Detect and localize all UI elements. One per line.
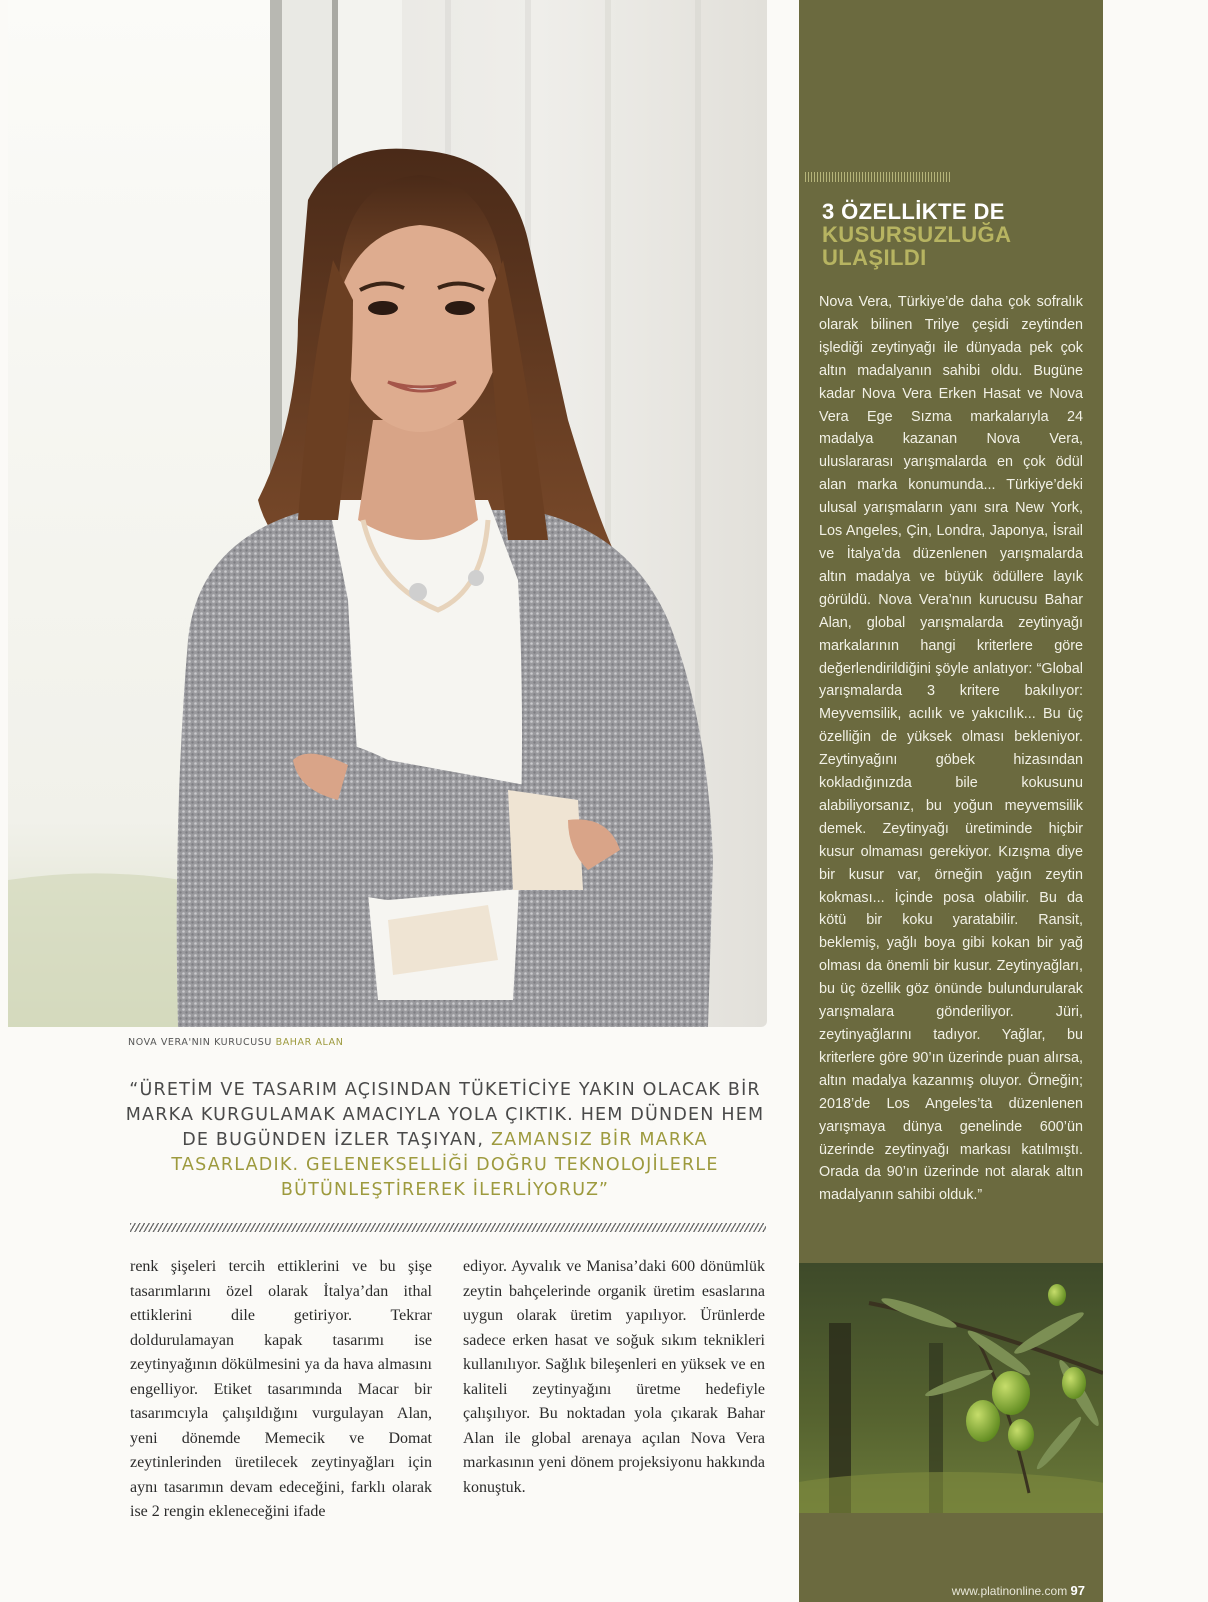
pull-quote xyxy=(120,1078,770,1203)
pull-quote-part2: ZAMANSIZ BİR MARKA TASARLADIK. GELENEKSELLİĞİ DOĞRU TEKNOLOJİLERLE BÜTÜNLEŞTİREREK İLERLİYORUZ” xyxy=(171,1130,719,1200)
page-number: 97 xyxy=(1070,1583,1085,1598)
caption-prefix: NOVA VERA'NIN KURUCUSU xyxy=(128,1037,272,1048)
footer-website: www.platinonline.com xyxy=(951,1584,1068,1598)
article-column-1: renk şişeleri tercih ettiklerini ve bu şişe tasarımlarını özel olarak İtalya’dan ithal ettiklerini dile getiriyor. Tekrar doldurulamayan kapak tasarımı ise zeytinyağının dökülmesini ya da hava almasını engelliyor. Etiket tasarımında Macar bir tasarımcıyla çalışıldığını vurgulayan Alan, yeni dönemde Memecik ve Domat zeytinlerinden üretilecek zeytinyağları için aynı tasarımın devam edeceğini, farklı olarak ise 2 rengin ekleneceğini ifade xyxy=(130,1258,432,1520)
sidebar-title-line2: KUSURSUZLUĞA xyxy=(822,222,1012,247)
article-column-2: ediyor. Ayvalık ve Manisa’daki 600 dönümlük zeytin bahçelerinde organik üretim esaslarına uygun olarak üretim yapılıyor. Ürünlerde sadece erken hasat ve soğuk sıkım teknikleri kullanılıyor. Sağlık bileşenleri en yüksek ve en kaliteli zeytinyağını üretme hedefiyle çalışılıyor. Bu noktadan yola çıkarak Bahar Alan ile global arenaya açılan Nova Vera markasının yeni dönem projeksiyonu hakkında konuştuk. xyxy=(463,1258,765,1496)
portrait-photo xyxy=(8,0,767,1027)
olive-branch-photo xyxy=(799,1263,1103,1513)
sidebar-hatch-decoration xyxy=(805,172,950,182)
sidebar-title-line3: ULAŞILDI xyxy=(822,245,927,270)
sidebar-title-line1: 3 ÖZELLİKTE DE xyxy=(822,199,1005,224)
sidebar-body: Nova Vera, Türkiye’de daha çok sofralık olarak bilinen Trilye çeşidi zeytinden işlediği zeytinyağı ile dünyada pek çok altın madalyanın sahibi oldu. Bugüne kadar Nova Vera Erken Hasat ve Nova Vera Ege Sızma markalarıyla 24 madalya kazanan Nova Vera, uluslararası yarışmalarda en çok ödül alan marka konumunda... Türkiye’deki ulusal yarışmaların yanı sıra New York, Los Angeles, Çin, Londra, Japonya, İsrail ve İtalya’da düzenlenen yarışmalarda altın madalya ve büyük ödüllere layık görüldü. Nova Vera’nın kurucusu Bahar Alan, global yarışmalarda zeytinyağı markalarının hangi kriterlere göre değerlendirildiğini şöyle anlatıyor: “Global yarışmalarda 3 kritere bakılıyor: Meyvemsilik, acılık ve yakıcılık... Bu üç özelliğin de yüksek olması bekleniyor. Zeytinyağını göbek hizasından kokladığınızda bile kokusunu alabiliyorsanız, bu yoğun meyvemsilik demek. Zeytinyağı üretiminde hiçbir kusur olmaması gerekiyor. Kızışma diye bir kusur var, örneğin yağın zeytin kokması... İçinde posa olabilir. Bu da kötü bir koku yaratabilir. Ransit, beklemiş, yağlı boya gibi kokan bir yağ olması da önemli bir kusur. Zeytinyağları, bu üç özellik göz önünde bulundurularak yarışmalara gönderiliyor. Jüri, zeytinyağlarını tadıyor. Yağlar, bu kriterlere göre 90’ın üzerinde puan alırsa, altın madalya kazanmış oluyor. Örneğin; 2018’de Los Angeles’ta düzenlenen yarışmaya dünya genelinde 600’ün üzerinde zeytinyağı markası katılmıştı. Orada da 90’ın üzerinde not alarak altın madalyanın sahibi olduk.” xyxy=(819,294,1083,1204)
photo-caption xyxy=(128,1037,343,1048)
caption-name: BAHAR ALAN xyxy=(275,1037,344,1048)
page-footer xyxy=(952,1583,1085,1598)
pull-quote-part1: “ÜRETİM VE TASARIM AÇISINDAN TÜKETİCİYE YAKIN OLACAK BİR MARKA KURGULAMAK AMACIYLA YOLA ÇIKTIK. HEM DÜNDEN HEM DE BUGÜNDEN İZLER TAŞIYAN, xyxy=(125,1080,765,1150)
hatch-divider xyxy=(130,1223,766,1232)
sidebar-title xyxy=(822,200,1082,269)
